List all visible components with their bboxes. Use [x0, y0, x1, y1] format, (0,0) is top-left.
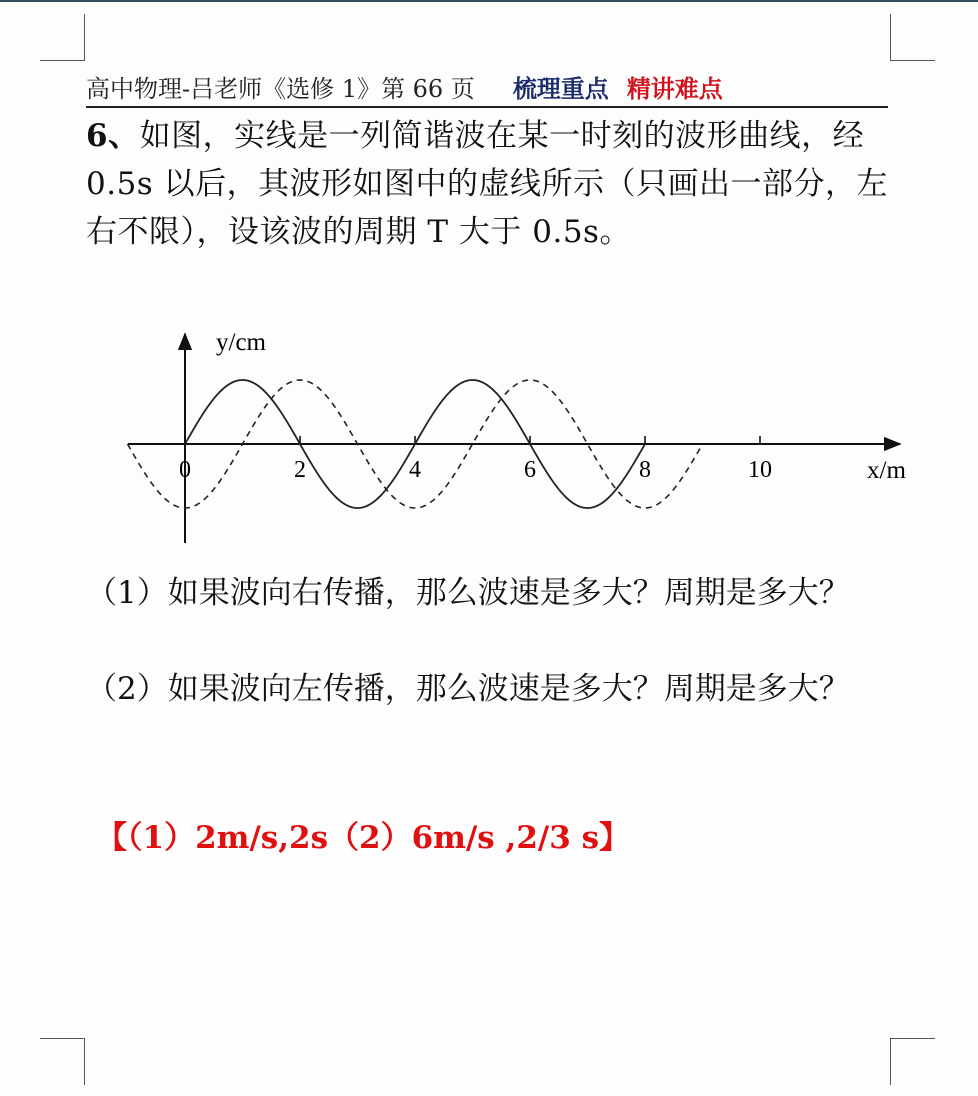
crop-mark-bottom-right	[890, 1038, 935, 1085]
crop-mark-top-right	[890, 14, 935, 61]
question-text	[86, 112, 892, 256]
x-tick-label: 8	[639, 457, 651, 483]
tag-key-points: 梳理重点	[512, 73, 609, 103]
x-tick-label: 10	[748, 457, 772, 483]
crop-mark-top-left	[40, 14, 85, 61]
x-axis-label: x/m	[867, 457, 906, 484]
subquestion-2: （2）如果波向左传播，那么波速是多大？周期是多大？	[86, 671, 850, 707]
answer-text: 【（1）2m/s,2s（2）6m/s ,2/3 s】	[96, 820, 631, 856]
question-body: 如图，实线是一列简谐波在某一时刻的波形曲线，经 0.5s 以后，其波形如图中的虚线所示（只画出一部分，左右不限），设该波的周期 T 大于 0.5s。	[86, 118, 889, 250]
page-header	[86, 66, 888, 108]
question-number: 6、	[86, 118, 140, 154]
x-tick-label: 0	[179, 457, 191, 483]
tag-difficulties: 精讲难点	[626, 73, 723, 103]
wave-figure	[110, 318, 920, 553]
crop-mark-bottom-left	[40, 1038, 85, 1085]
y-axis-label: y/cm	[216, 329, 266, 356]
top-border	[0, 0, 978, 2]
subquestion-1: （1）如果波向右传播，那么波速是多大？周期是多大？	[86, 575, 850, 611]
course-title: 高中物理-吕老师《选修 1》第 66 页	[86, 74, 475, 103]
x-tick-label: 4	[409, 457, 421, 483]
x-tick-label: 6	[524, 457, 536, 483]
x-tick-label: 2	[294, 457, 306, 483]
